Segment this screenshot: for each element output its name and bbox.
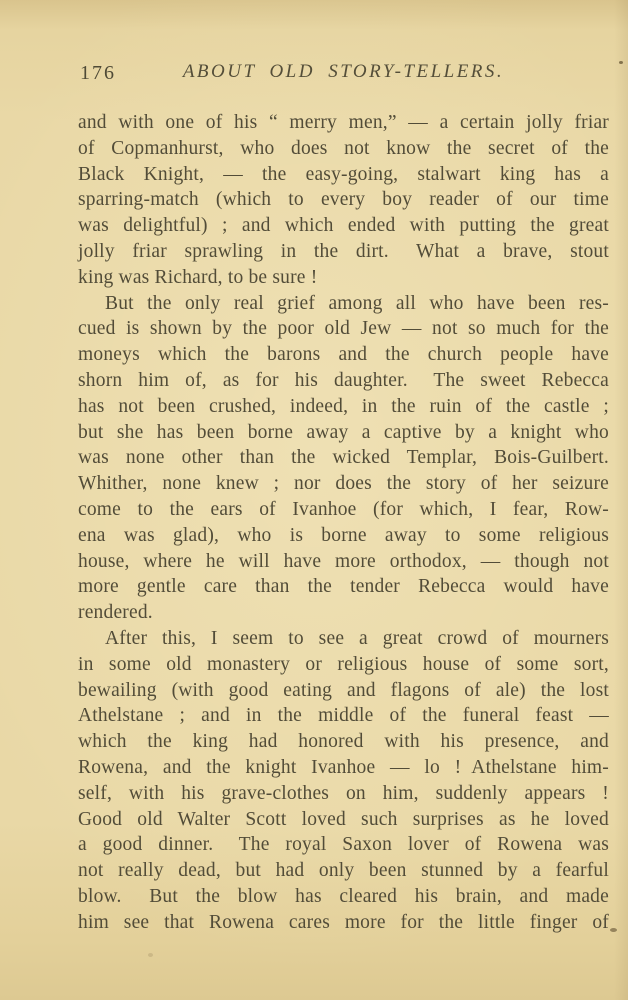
paper-blemish (148, 953, 153, 957)
text-line: has not been crushed, indeed, in the ruin of the castle ; (78, 395, 609, 417)
text-line: and with one of his “ merry men,” — a certain jolly friar (78, 112, 609, 133)
running-header-title: ABOUT OLD STORY-TELLERS. (182, 61, 505, 82)
page-header (78, 60, 609, 90)
text-line: After this, I seem to see a great crowd of mourners (105, 627, 609, 649)
text-line: shorn him of, as for his daughter. The sweet Rebecca (78, 369, 609, 391)
text-line: Black Knight, — the easy-going, stalwart king has a (78, 163, 609, 185)
text-line: more gentle care than the tender Rebecca would have (78, 576, 609, 598)
text-line: a good dinner. The royal Saxon lover of Rowena was (78, 834, 609, 856)
text-line: in some old monastery or religious house of some sort, (78, 653, 609, 675)
text-line: jolly friar sprawling in the dirt. What a brave, stout (78, 240, 609, 262)
text-line: moneys which the barons and the church people have (78, 344, 609, 366)
paragraph (78, 291, 609, 626)
text-line: but she has been borne away a captive by a knight who (78, 421, 609, 443)
text-line: Whither, none knew ; nor does the story of her seizure (78, 473, 609, 495)
body-text (78, 110, 609, 936)
ink-speck (610, 928, 617, 932)
ink-speck (619, 61, 623, 64)
text-line: bewailing (with good eating and flagons of ale) the lost (78, 679, 609, 701)
text-line: But the only real grief among all who have been res- (105, 292, 609, 314)
text-line: blow. But the blow has cleared his brain, and made (78, 885, 609, 907)
text-line: king was Richard, to be sure ! (78, 266, 318, 288)
text-line: ena was glad), who is borne away to some religious (78, 524, 609, 546)
text-line: of Copmanhurst, who does not know the secret of the (78, 137, 609, 159)
text-line: cued is shown by the poor old Jew — not so much for the (78, 318, 609, 340)
text-line: was none other than the wicked Templar, Bois-Guilbert. (78, 447, 609, 469)
text-line: was delightful) ; and which ended with putting the great (78, 215, 609, 237)
text-line: come to the ears of Ivanhoe (for which, I fear, Row- (78, 498, 609, 520)
text-line: sparring-match (which to every boy reader of our time (78, 189, 609, 211)
text-line: Rowena, and the knight Ivanhoe — lo ! Athelstane him- (78, 756, 609, 778)
text-line: Athelstane ; and in the middle of the funeral feast — (78, 705, 609, 727)
text-line: rendered. (78, 602, 153, 624)
text-line: Good old Walter Scott loved such surprises as he loved (78, 808, 609, 830)
text-line: house, where he will have more orthodox, — though not (78, 550, 609, 572)
page-number: 176 (80, 62, 116, 84)
paragraph (78, 626, 609, 936)
text-line: self, with his grave-clothes on him, suddenly appears ! (78, 782, 609, 804)
text-line: him see that Rowena cares more for the little finger of (78, 911, 609, 933)
text-line: which the king had honored with his presence, and (78, 731, 609, 753)
paragraph (78, 110, 609, 291)
text-line: not really dead, but had only been stunned by a fearful (78, 860, 609, 882)
